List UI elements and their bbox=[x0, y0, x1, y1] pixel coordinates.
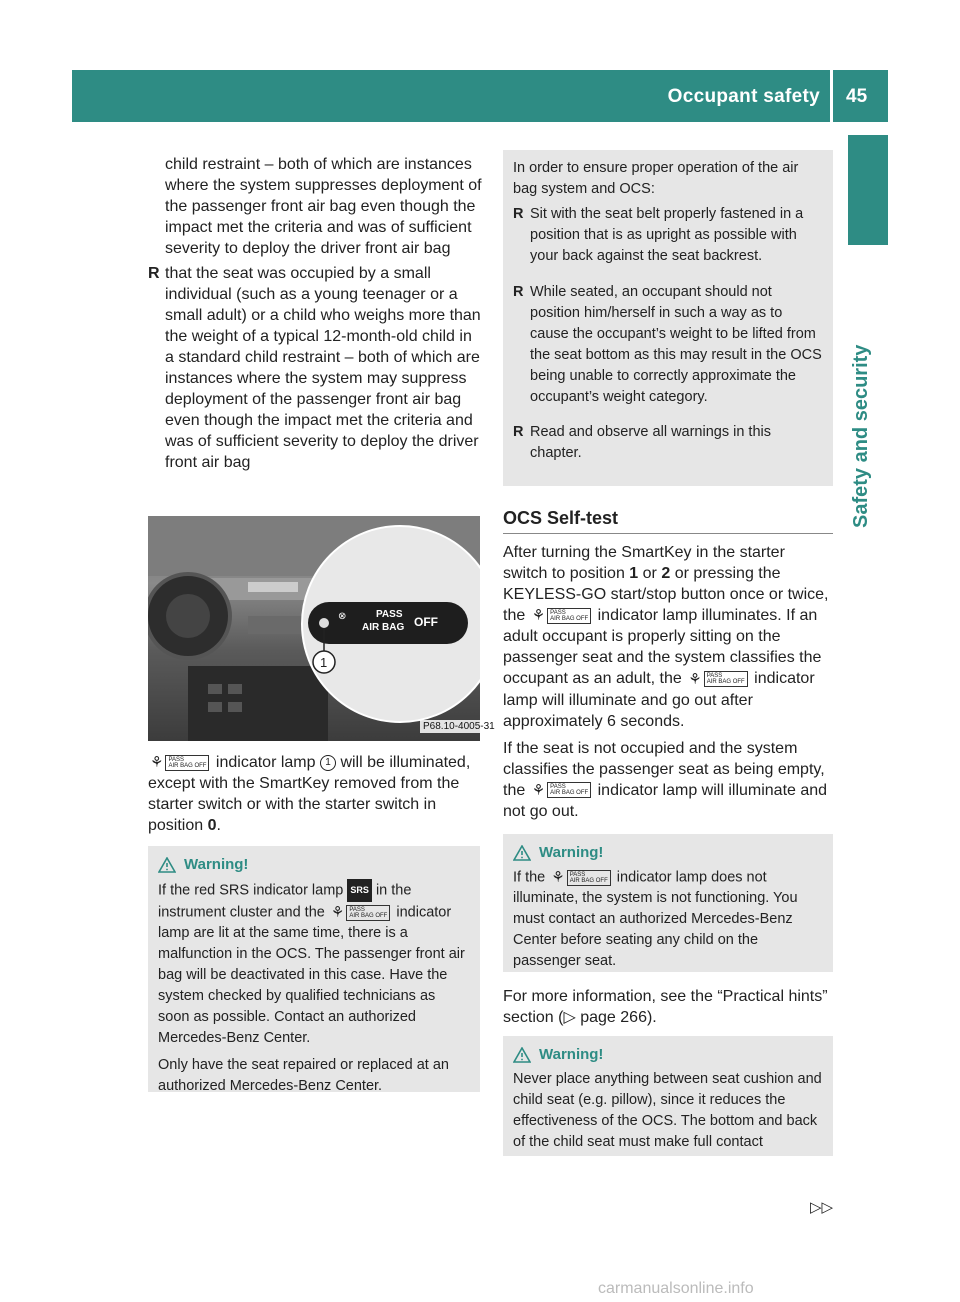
page-ref-arrow-icon: ▷ bbox=[563, 1009, 576, 1026]
callout-1-icon: 1 bbox=[320, 755, 336, 771]
pass-airbag-off-icon: PASS AIR BAG OFF bbox=[547, 608, 591, 624]
left-column bbox=[148, 154, 483, 473]
warning-triangle-icon bbox=[158, 857, 176, 873]
page-header-title: Occupant safety bbox=[667, 86, 820, 107]
warning-triangle-icon bbox=[513, 845, 531, 861]
figure-caption: P68.10-4005-31 bbox=[420, 720, 498, 733]
bullet-marker: R bbox=[148, 265, 160, 282]
seat-icon: ⚘ bbox=[688, 670, 702, 688]
warning-text: If the red SRS indicator lamp SRS in the instrument cluster and the ⚘ PASS AIR BAG OFF indicator lamp are lit at the same time, there is a malfunction in the OCS. The passenger front air bag will be deactivated in this case. Have the system checked by qualified technicians as soon as possible. Contact an authorized Mercedes-Benz Center. bbox=[158, 879, 470, 1049]
warning-box-child-seat bbox=[503, 1036, 833, 1156]
warning-triangle-icon bbox=[513, 1047, 531, 1063]
srs-icon: SRS bbox=[347, 879, 372, 902]
info-box bbox=[503, 150, 833, 486]
lamp-paragraph: ⚘ PASS AIR BAG OFF indicator lamp 1 will be illuminated, except with the SmartKey removed from the starter switch or with the starter switch in position 0. bbox=[148, 754, 471, 835]
pass-airbag-off-icon: PASS AIR BAG OFF bbox=[567, 870, 611, 886]
seat-icon: ⚘ bbox=[531, 607, 546, 625]
warning-box-srs bbox=[148, 846, 480, 1095]
more-info-paragraph: For more information, see the “Practical hints” section (▷ page 266). bbox=[503, 988, 828, 1026]
pass-airbag-off-icon: PASS AIR BAG OFF bbox=[704, 671, 748, 687]
side-chapter-tab bbox=[848, 135, 888, 245]
seat-icon: ⚘ bbox=[531, 781, 546, 799]
paragraph: After turning the SmartKey in the starter switch to position 1 or 2 or pressing the KEYLESS-GO start/stop button once or twice, the ⚘ PASS AIR BAG OFF indicator lamp illuminates. If an adult occupant is properly sitting on the passenger seat and the system classifies the occupant as an adult, the ⚘ PASS AIR BAG OFF indicator lamp will illuminate and go out after approximately 6 seconds. bbox=[503, 544, 829, 730]
warning-text: If the ⚘ PASS AIR BAG OFF indicator lamp does not illuminate, the system is not functioning. You must contact an authorized Mercedes-Benz Center before seating any child on the passenger seat. bbox=[513, 869, 798, 970]
warning-heading: Warning! bbox=[513, 1044, 823, 1065]
list-item bbox=[148, 263, 483, 473]
page-reference-link[interactable]: page 266). bbox=[580, 1009, 657, 1026]
list-item: R Sit with the seat belt properly fastened in a position that is as upright as possible with your back against the seat backrest. bbox=[513, 206, 804, 264]
side-chapter-label: Safety and security bbox=[850, 344, 872, 528]
intro-paragraph: child restraint – both of which are instances where the system suppresses deployment of the passenger front air bag even though the impact met the criteria and was of sufficient severity to deploy the driver front air bag bbox=[165, 156, 482, 257]
warning-box-ocs bbox=[503, 834, 833, 972]
pass-airbag-off-icon: PASS AIR BAG OFF bbox=[547, 782, 591, 798]
seat-icon: ⚘ bbox=[150, 754, 164, 772]
warning-text: Never place anything between seat cushion and child seat (e.g. pillow), since it reduces the effectiveness of the OCS. The bottom and back of the child seat must make full contact bbox=[513, 1071, 822, 1150]
seat-icon: ⚘ bbox=[551, 869, 565, 886]
figure-callout-number: 1 bbox=[320, 655, 328, 670]
list-item: R While seated, an occupant should not position him/herself in such a way as to cause the occupant’s weight to be lifted from the seat bottom as this may result in the OCS being unable to correctly approximate the occupant’s weight category. bbox=[513, 283, 822, 405]
figure-airbag-label: AIR BAG bbox=[362, 622, 405, 633]
warning-heading: Warning! bbox=[158, 854, 470, 875]
seat-icon: ⚘ bbox=[330, 904, 345, 921]
figure-off-label: OFF bbox=[414, 615, 438, 629]
paragraph: If the seat is not occupied and the system classifies the passenger seat as being empty, the ⚘ PASS AIR BAG OFF indicator lamp will illuminate and not go out. bbox=[503, 739, 828, 820]
ocs-selftest-text bbox=[503, 542, 833, 822]
section-title: OCS Self-test bbox=[503, 508, 833, 534]
dashboard-photo bbox=[148, 516, 480, 741]
watermark: carmanualsonline.info bbox=[598, 1280, 754, 1297]
pass-airbag-off-icon: PASS AIR BAG OFF bbox=[165, 755, 209, 771]
bullet-text: that the seat was occupied by a small individual (such as a young teenager or a small adult) or a child who weighs more than the weight of a typical 12-month-old child in a standard child restraint – both of which are instances where the system may suppress deployment of the passenger front air bag even though the impact met the criteria and was of sufficient severity to deploy the driver front air bag bbox=[165, 265, 481, 471]
page-number: 45 bbox=[846, 86, 868, 107]
header-separator bbox=[830, 70, 833, 122]
info-intro: In order to ensure proper operation of the air bag system and OCS: bbox=[513, 160, 799, 197]
figure-pass-label: PASS bbox=[376, 609, 403, 620]
continue-arrow-icon: ▷▷ bbox=[810, 1199, 834, 1216]
pass-airbag-off-icon: PASS AIR BAG OFF bbox=[346, 905, 390, 921]
warning-heading: Warning! bbox=[513, 842, 823, 863]
warning-text: Only have the seat repaired or replaced at an authorized Mercedes-Benz Center. bbox=[158, 1057, 449, 1095]
dashboard-illustration bbox=[148, 516, 480, 741]
svg-text:⊗: ⊗ bbox=[338, 611, 347, 622]
list-item: R Read and observe all warnings in this chapter. bbox=[513, 424, 771, 461]
